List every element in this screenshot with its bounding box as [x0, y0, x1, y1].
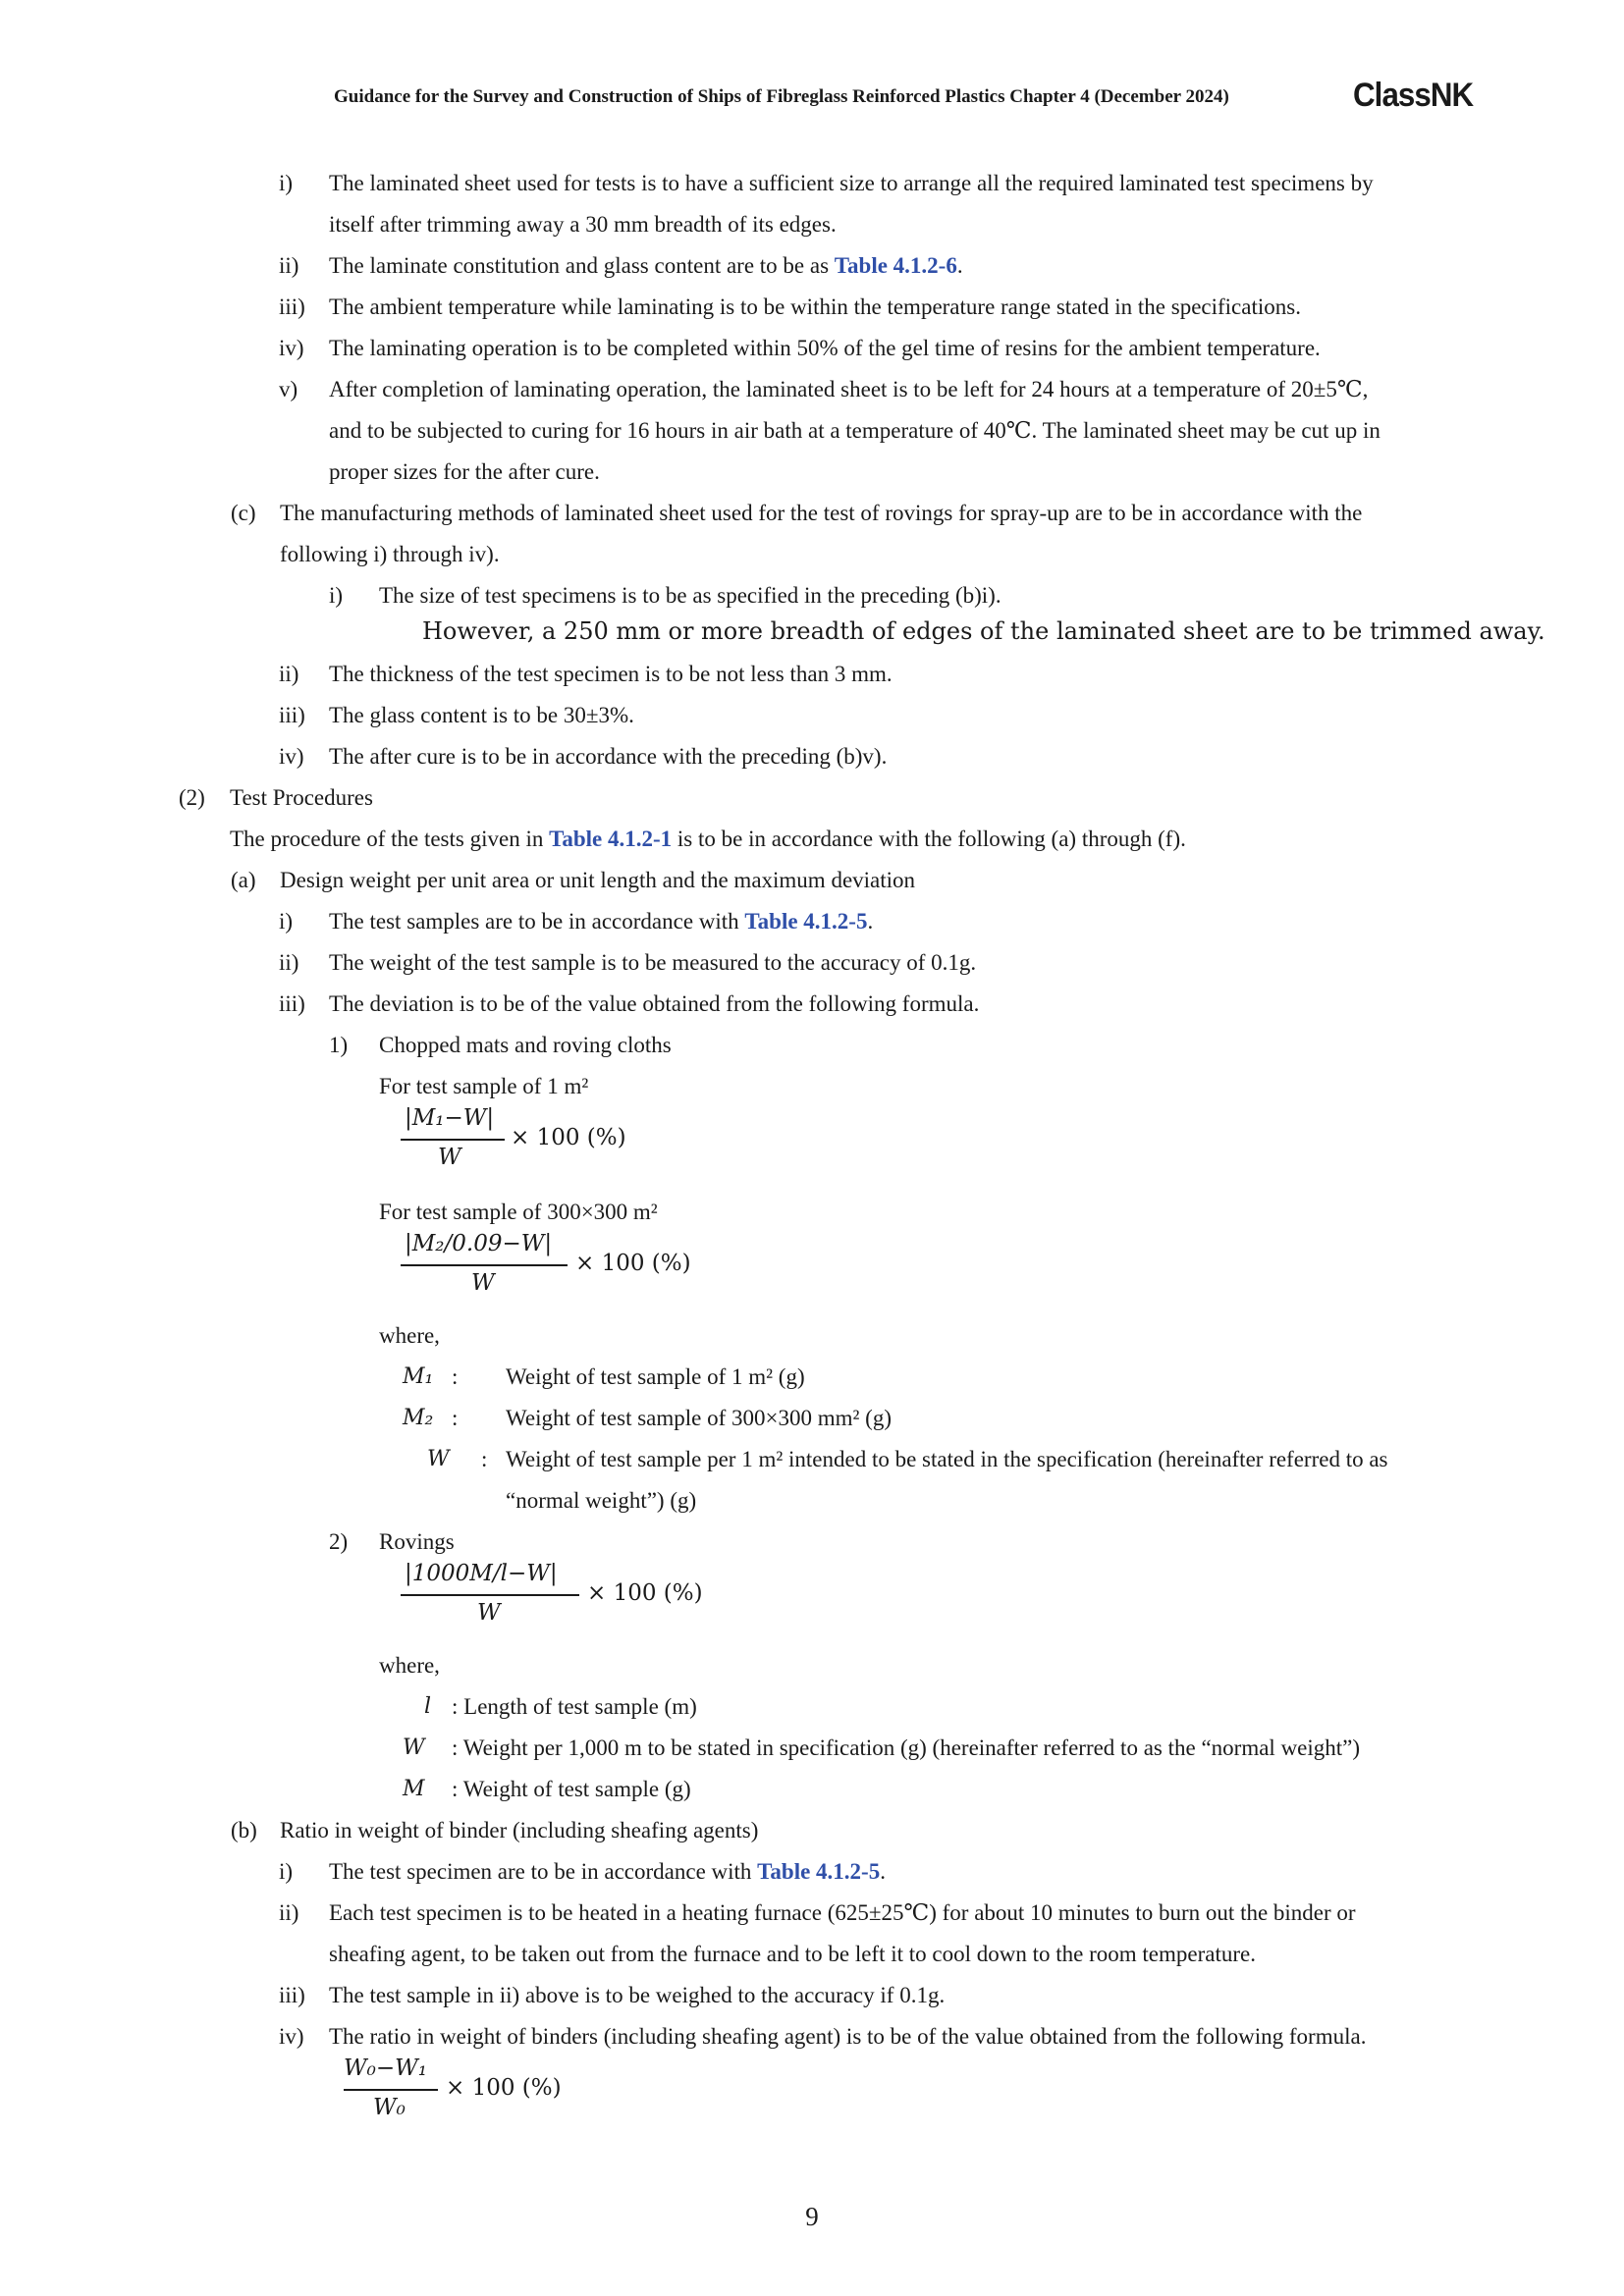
def-symbol-l: l — [424, 1694, 432, 1719]
def-symbol-w2: W — [403, 1735, 425, 1760]
c-item-i-note: However, a 250 mm or more breadth of edges of the laminated sheet are to be trimmed away. — [422, 617, 1545, 645]
c-item-ii-text: The thickness of the test specimen is to be not less than 3 mm. — [329, 662, 893, 686]
def-symbol-w: W — [427, 1447, 450, 1471]
b-item-v-line3: proper sizes for the after cure. — [329, 459, 600, 484]
a-title: Design weight per unit area or unit length and the maximum deviation — [280, 868, 916, 892]
c-line1: The manufacturing methods of laminated sheet used for the test of rovings for spray-up are to be in accordance with the — [280, 501, 1363, 525]
b-item-iii-label: iii) — [279, 294, 305, 319]
section-2-label: (2) — [179, 785, 205, 810]
table-link-4-1-2-5[interactable]: Table 4.1.2-5 — [744, 909, 868, 934]
page-header — [334, 77, 1483, 120]
sub1-case1: For test sample of 1 m² — [379, 1074, 589, 1098]
formula-numerator: W₀−W₁ — [344, 2056, 427, 2081]
table-link-4-1-2-1[interactable]: Table 4.1.2-1 — [549, 827, 673, 851]
sub1-label: 1) — [329, 1033, 349, 1057]
def-text-w-cont: “normal weight”) (g) — [506, 1488, 697, 1513]
sub2-title: Rovings — [379, 1529, 455, 1554]
b-ratio-item-i-text: The test specimen are to be in accordance with Table 4.1.2-5. — [329, 1859, 886, 1884]
c-label: (c) — [231, 501, 256, 525]
b-ratio-item-iii-text: The test sample in ii) above is to be weighed to the accuracy if 0.1g. — [329, 1983, 946, 2007]
def-colon: : — [481, 1447, 488, 1471]
def-text-m: : Weight of test sample (g) — [452, 1777, 691, 1801]
header-title: Guidance for the Survey and Construction of Ships of Fibreglass Reinforced Plastics Chapter 4 (December 2024) — [334, 86, 1229, 107]
b-ratio-title: Ratio in weight of binder (including sheafing agents) — [280, 1818, 759, 1842]
formula-numerator: |M₂/0.09−W| — [405, 1231, 553, 1256]
def-symbol-m2: M₂ — [403, 1406, 434, 1430]
formula-multiplier: × 100 (%) — [511, 1125, 626, 1150]
a-item-iii-label: iii) — [279, 991, 305, 1016]
def-text-m2: Weight of test sample of 300×300 mm² (g) — [506, 1406, 892, 1430]
c-item-i-label: i) — [329, 583, 344, 608]
sub2-label: 2) — [329, 1529, 349, 1554]
c-item-ii-label: ii) — [279, 662, 299, 686]
b-ratio-item-iv-label: iv) — [279, 2024, 304, 2049]
c-item-i-text: The size of test specimens is to be as specified in the preceding (b)i). — [379, 583, 1001, 608]
b-item-iii-text: The ambient temperature while laminating is to be within the temperature range stated in the specifications. — [329, 294, 1301, 319]
a-item-i-label: i) — [279, 909, 294, 934]
c-item-iv-label: iv) — [279, 744, 304, 769]
b-ratio-label: (b) — [231, 1818, 257, 1842]
table-link-4-1-2-6[interactable]: Table 4.1.2-6 — [834, 253, 957, 278]
sub1-case2: For test sample of 300×300 m² — [379, 1200, 658, 1224]
b-item-v-label: v) — [279, 377, 298, 401]
b-item-v-line1: After completion of laminating operation, the laminated sheet is to be left for 24 hours at a temperature of 20±5℃, — [329, 377, 1369, 401]
a-item-iii-text: The deviation is to be of the value obtained from the following formula. — [329, 991, 980, 1016]
b-ratio-item-ii-line2: sheafing agent, to be taken out from the furnace and to be left it to cool down to the room temperature. — [329, 1942, 1256, 1966]
b-ratio-item-ii-label: ii) — [279, 1900, 299, 1925]
sub2-where: where, — [379, 1653, 440, 1678]
a-item-ii-label: ii) — [279, 950, 299, 975]
b-item-i-line1: The laminated sheet used for tests is to have a sufficient size to arrange all the required laminated test specimens by — [329, 171, 1374, 195]
sub1-where: where, — [379, 1323, 440, 1348]
b-item-iv-label: iv) — [279, 336, 304, 360]
page-number: 9 — [805, 2202, 819, 2231]
b-item-v-line2: and to be subjected to curing for 16 hours in air bath at a temperature of 40℃. The laminated sheet may be cut up in — [329, 418, 1380, 443]
fraction-bar — [401, 1594, 579, 1596]
b-ratio-item-i-label: i) — [279, 1859, 294, 1884]
section-2-title: Test Procedures — [230, 785, 373, 810]
def-colon: : — [452, 1406, 459, 1430]
b-item-iv-text: The laminating operation is to be completed within 50% of the gel time of resins for the ambient temperature. — [329, 336, 1321, 360]
table-link-4-1-2-5-b[interactable]: Table 4.1.2-5 — [757, 1859, 881, 1884]
c-item-iv-text: The after cure is to be in accordance with the preceding (b)v). — [329, 744, 888, 769]
formula-denominator: W — [477, 1600, 501, 1626]
a-label: (a) — [231, 868, 256, 892]
section-2-intro: The procedure of the tests given in Table 4.1.2-1 is to be in accordance with the following (a) through (f). — [230, 827, 1186, 851]
b-ratio-item-iii-label: iii) — [279, 1983, 305, 2007]
formula-numerator: |1000M/l−W| — [405, 1561, 558, 1586]
formula-multiplier: × 100 (%) — [587, 1580, 703, 1606]
b-ratio-item-ii-line1: Each test specimen is to be heated in a heating furnace (625±25℃) for about 10 minutes to burn out the binder or — [329, 1900, 1356, 1925]
c-line2: following i) through iv). — [280, 542, 500, 566]
b-item-i-label: i) — [279, 171, 294, 195]
formula-denominator: W — [438, 1145, 461, 1170]
formula-denominator: W₀ — [373, 2095, 406, 2120]
a-item-ii-text: The weight of the test sample is to be measured to the accuracy of 0.1g. — [329, 950, 977, 975]
formula-numerator: |M₁−W| — [405, 1105, 495, 1131]
formula-multiplier: × 100 (%) — [446, 2075, 562, 2101]
fraction-bar — [344, 2089, 438, 2091]
def-text-w2: : Weight per 1,000 m to be stated in specification (g) (hereinafter referred to as the “normal weight”) — [452, 1735, 1361, 1760]
def-symbol-m1: M₁ — [403, 1364, 434, 1389]
sub1-title: Chopped mats and roving cloths — [379, 1033, 672, 1057]
b-item-ii-text: The laminate constitution and glass content are to be as Table 4.1.2-6. — [329, 253, 963, 278]
formula-denominator: W — [471, 1270, 495, 1296]
def-symbol-m: M — [403, 1777, 425, 1801]
def-text-w: Weight of test sample per 1 m² intended to be stated in the specification (hereinafter referred to as — [506, 1447, 1388, 1471]
c-item-iii-text: The glass content is to be 30±3%. — [329, 703, 634, 727]
classnk-logo: ClassNK — [1353, 77, 1474, 114]
def-colon: : — [452, 1364, 459, 1389]
def-text-l: : Length of test sample (m) — [452, 1694, 697, 1719]
formula-multiplier: × 100 (%) — [575, 1251, 691, 1276]
b-ratio-item-iv-text: The ratio in weight of binders (including sheafing agent) is to be of the value obtained from the following formula. — [329, 2024, 1367, 2049]
b-item-i-line2: itself after trimming away a 30 mm breadth of its edges. — [329, 212, 837, 237]
a-item-i-text: The test samples are to be in accordance with Table 4.1.2-5. — [329, 909, 874, 934]
fraction-bar — [401, 1264, 568, 1266]
fraction-bar — [401, 1139, 505, 1141]
c-item-iii-label: iii) — [279, 703, 305, 727]
def-text-m1: Weight of test sample of 1 m² (g) — [506, 1364, 805, 1389]
b-item-ii-label: ii) — [279, 253, 299, 278]
